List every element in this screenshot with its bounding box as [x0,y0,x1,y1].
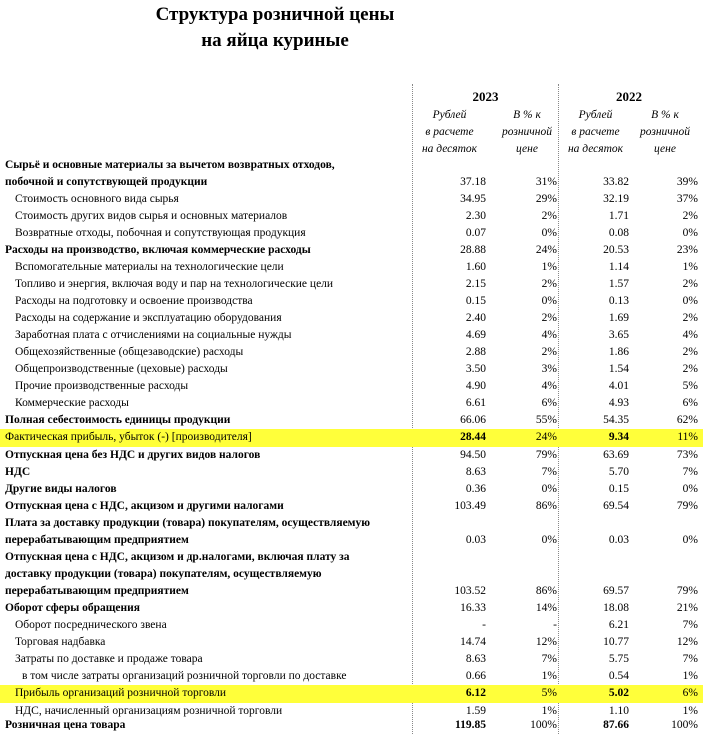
cell-pct-2023: 86% [535,500,557,512]
cell-rub-2022: 3.65 [608,329,629,341]
table-row [0,276,703,293]
cell-rub-2022: 9.34 [608,431,629,443]
cell-rub-2023: 103.52 [454,585,486,597]
cell-pct-2022: 21% [676,602,698,614]
cell-pct-2022: 1% [682,261,698,273]
table-row [0,549,703,600]
cell-pct-2022: 1% [682,670,698,682]
cell-pct-2022: 39% [676,176,698,188]
cell-rub-2023: 37.18 [460,176,486,188]
cell-rub-2022: 18.08 [603,602,629,614]
cell-pct-2022: 23% [676,244,698,256]
table-row [0,225,703,242]
year-header-2023: 2023 [472,89,499,104]
cell-rub-2023: 34.95 [460,193,486,205]
table-row [0,481,703,498]
header-pct-2023: В % к розничной цене [502,109,552,155]
row-label: Затраты по доставке и продаже товара [15,653,203,665]
cell-rub-2022: 1.54 [608,363,629,375]
table-row [0,378,703,395]
row-label: Заработная плата с отчислениями на социальные нужды [15,329,292,341]
cell-rub-2023: 4.90 [465,380,486,392]
cell-pct-2023: 7% [541,653,557,665]
row-label: Фактическая прибыль, убыток (-) [производителя] [5,431,252,443]
table-row [0,191,703,208]
cell-rub-2023: 2.88 [465,346,486,358]
row-label: Стоимость других видов сырья и основных материалов [15,210,288,222]
cell-pct-2022: 0% [682,483,698,495]
cell-pct-2022: 4% [682,329,698,341]
cell-rub-2022: 5.02 [608,687,629,699]
cell-pct-2023: 2% [541,312,557,324]
row-label: Коммерческие расходы [15,397,129,409]
cell-pct-2022: 2% [682,346,698,358]
cell-rub-2022: 0.03 [608,534,629,546]
cell-rub-2022: 69.57 [603,585,629,597]
table-row [0,617,703,634]
cell-pct-2022: 2% [682,363,698,375]
cell-pct-2023: 5% [541,687,557,699]
table-row [0,600,703,617]
cell-rub-2023: 6.12 [465,687,486,699]
cell-pct-2023: 2% [541,346,557,358]
cell-pct-2023: 4% [541,329,557,341]
cell-pct-2022: 7% [682,619,698,631]
table-row-total [0,717,703,734]
cell-pct-2022: 5% [682,380,698,392]
table-row-highlighted [0,685,703,703]
cell-rub-2022: 54.35 [603,414,629,426]
table-row [0,395,703,412]
cell-pct-2023: 0% [541,227,557,239]
cell-pct-2023: 14% [535,602,557,614]
cell-rub-2023: 0.15 [465,295,486,307]
cell-pct-2022: 73% [676,449,698,461]
table-row [0,668,703,685]
row-label: Стоимость основного вида сырья [15,193,179,205]
cell-pct-2023: - [553,619,557,631]
cell-rub-2022: 33.82 [603,176,629,188]
cell-pct-2022: 100% [671,719,698,731]
table-row [0,208,703,225]
cell-rub-2023: 103.49 [454,500,486,512]
cell-rub-2023: 2.30 [465,210,486,222]
row-label: Полная себестоимость единицы продукции [5,414,231,426]
cell-rub-2023: 6.61 [465,397,486,409]
table-row [0,515,703,549]
table-row [0,464,703,481]
row-label: Прибыль организаций розничной торговли [15,687,227,699]
cell-rub-2022: 63.69 [603,449,629,461]
cell-pct-2022: 6% [682,687,698,699]
table-row [0,498,703,515]
table-row [0,361,703,378]
table-row [0,327,703,344]
cell-pct-2023: 1% [541,670,557,682]
cell-pct-2023: 2% [541,278,557,290]
cell-pct-2022: 11% [677,431,698,443]
cell-rub-2023: 66.06 [460,414,486,426]
row-label: Розничная цена товара [5,719,126,731]
cell-pct-2022: 37% [676,193,698,205]
row-label: Расходы на производство, включая коммерческие расходы [5,244,311,256]
row-label: Расходы на подготовку и освоение производства [15,295,253,307]
cell-rub-2022: 32.19 [603,193,629,205]
cell-rub-2022: 1.86 [608,346,629,358]
cell-pct-2023: 29% [535,193,557,205]
cell-rub-2023: 0.36 [465,483,486,495]
row-label: Торговая надбавка [15,636,106,648]
cell-pct-2023: 31% [535,176,557,188]
cell-pct-2022: 62% [676,414,698,426]
cell-rub-2023: - [482,619,486,631]
cell-pct-2023: 1% [541,261,557,273]
cell-pct-2023: 12% [535,636,557,648]
cell-rub-2022: 0.54 [608,670,629,682]
cell-pct-2023: 1% [541,705,557,717]
row-label: Общехозяйственные (общезаводские) расходы [15,346,244,358]
cell-rub-2022: 0.08 [608,227,629,239]
cell-rub-2023: 16.33 [460,602,486,614]
row-label: Прочие производственные расходы [15,380,189,392]
table-row [0,634,703,651]
cell-rub-2022: 6.21 [608,619,629,631]
cell-rub-2022: 20.53 [603,244,629,256]
cell-pct-2022: 12% [676,636,698,648]
cell-pct-2023: 0% [541,534,557,546]
cell-pct-2023: 100% [530,719,557,731]
cell-rub-2023: 0.07 [465,227,486,239]
row-label: Отпускная цена с НДС, акцизом и др.налогами, включая плату за доставку продукции (товара) покупателям, осуществляемую перерабатывающим предприятием [5,551,350,597]
table-row [0,447,703,464]
title-line-2: на яйца куриные [201,30,349,51]
cell-rub-2023: 2.40 [465,312,486,324]
cell-pct-2022: 79% [676,585,698,597]
row-label: Вспомогательные материалы на технологические цели [15,261,284,273]
cell-rub-2023: 1.60 [465,261,486,273]
cell-rub-2022: 0.13 [608,295,629,307]
cell-rub-2023: 0.66 [465,670,486,682]
cell-rub-2023: 94.50 [460,449,486,461]
cell-rub-2023: 0.03 [465,534,486,546]
table-row [0,242,703,259]
cell-pct-2022: 7% [682,653,698,665]
cell-rub-2023: 8.63 [465,466,486,478]
table-row [0,412,703,429]
cell-rub-2023: 28.44 [460,431,486,443]
cell-rub-2022: 5.70 [608,466,629,478]
row-label: Отпускная цена с НДС, акцизом и другими налогами [5,500,284,512]
row-label: Возвратные отходы, побочная и сопутствующая продукция [15,227,306,239]
cell-rub-2022: 4.01 [608,380,629,392]
header-rub-2023: Рублей в расчете на десяток [421,109,478,155]
cell-rub-2023: 28.88 [460,244,486,256]
cell-pct-2022: 7% [682,466,698,478]
table-row [0,344,703,361]
cell-rub-2022: 87.66 [603,719,629,731]
row-label: Оборот посреднического звена [15,619,167,631]
cell-rub-2022: 0.15 [608,483,629,495]
title-line-1: Структура розничной цены [155,4,395,25]
row-label: Другие виды налогов [5,483,117,495]
cell-pct-2022: 6% [682,397,698,409]
cell-pct-2023: 86% [535,585,557,597]
cell-rub-2022: 5.75 [608,653,629,665]
cell-pct-2022: 2% [682,278,698,290]
cell-rub-2022: 1.14 [608,261,629,273]
row-label: НДС, начисленный организациям розничной торговли [15,705,283,717]
cell-pct-2022: 2% [682,210,698,222]
row-label: Плата за доставку продукции (товара) покупателям, осуществляемую перерабатывающим предприятием [5,517,371,546]
row-label: Расходы на содержание и эксплуатацию оборудования [15,312,282,324]
cell-rub-2023: 4.69 [465,329,486,341]
cell-pct-2023: 24% [535,244,557,256]
cell-rub-2022: 1.69 [608,312,629,324]
row-label: Топливо и энергия, включая воду и пар на технологические цели [15,278,334,290]
cell-pct-2023: 2% [541,210,557,222]
cell-rub-2022: 1.71 [608,210,629,222]
table-row [0,293,703,310]
row-label: Сырьё и основные материалы за вычетом возвратных отходов, побочной и сопутствующей продукции [5,159,335,188]
cell-pct-2023: 6% [541,397,557,409]
cell-pct-2022: 1% [682,705,698,717]
cell-pct-2023: 0% [541,483,557,495]
cell-pct-2023: 55% [535,414,557,426]
cell-rub-2022: 4.93 [608,397,629,409]
cell-rub-2022: 69.54 [603,500,629,512]
cell-pct-2023: 24% [535,431,557,443]
table-row [0,651,703,668]
year-header-2022: 2022 [616,89,642,104]
header-rub-2022: Рублей в расчете на десяток [567,109,624,155]
row-label: Общепроизводственные (цеховые) расходы [15,363,228,375]
cell-rub-2022: 1.57 [608,278,629,290]
table-row [0,259,703,276]
cell-pct-2023: 7% [541,466,557,478]
cell-pct-2022: 2% [682,312,698,324]
row-label: Оборот сферы обращения [5,602,141,614]
cell-rub-2022: 1.10 [608,705,629,717]
cell-rub-2023: 2.15 [465,278,486,290]
row-label: в том числе затраты организаций розничной торговли по доставке [22,670,347,682]
table-title [130,2,420,54]
cell-pct-2023: 4% [541,380,557,392]
cell-rub-2023: 14.74 [460,636,486,648]
cell-rub-2023: 8.63 [465,653,486,665]
cell-pct-2023: 3% [541,363,557,375]
cell-pct-2022: 0% [682,295,698,307]
table-row [0,157,703,191]
cell-pct-2022: 0% [682,534,698,546]
cell-rub-2023: 1.59 [465,705,486,717]
cell-pct-2022: 79% [676,500,698,512]
cell-pct-2023: 79% [535,449,557,461]
cell-pct-2023: 0% [541,295,557,307]
header-pct-2022: В % к розничной цене [640,109,690,155]
row-label: НДС [5,466,31,478]
table-row-highlighted [0,429,703,447]
cell-rub-2023: 3.50 [465,363,486,375]
cell-pct-2022: 0% [682,227,698,239]
cell-rub-2023: 119.85 [455,719,486,731]
table-row [0,310,703,327]
row-label: Отпускная цена без НДС и других видов налогов [5,449,261,461]
cell-rub-2022: 10.77 [603,636,629,648]
